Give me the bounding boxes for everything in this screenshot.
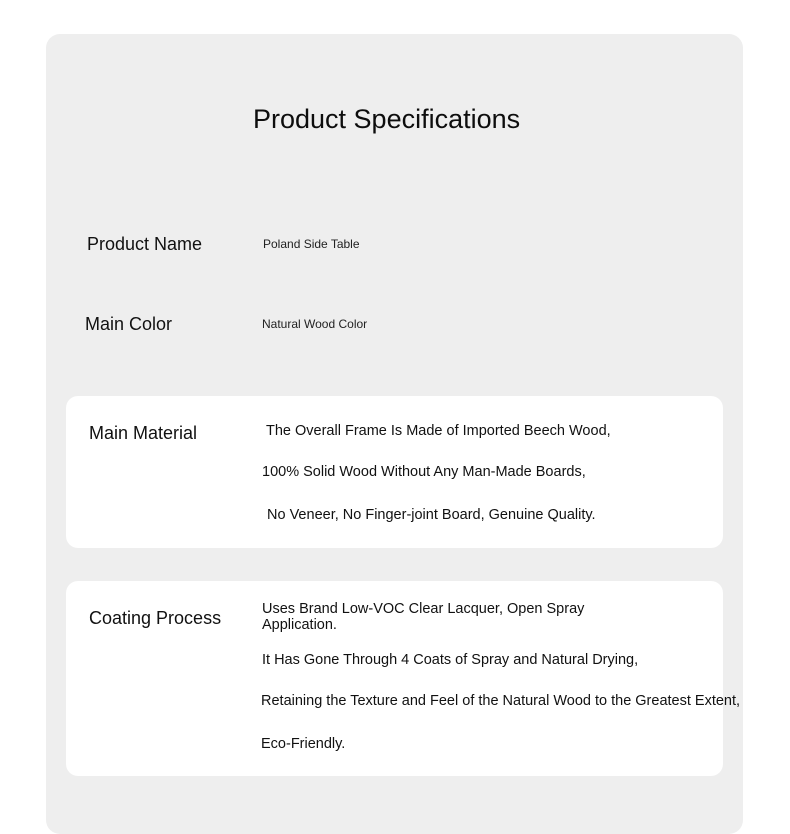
coating-process-line-4: Eco-Friendly.	[261, 736, 346, 752]
coating-process-line-2: It Has Gone Through 4 Coats of Spray and Natural Drying,	[262, 652, 639, 668]
main-material-line-3: No Veneer, No Finger-joint Board, Genuine Quality.	[267, 507, 596, 523]
page-title: Product Specifications	[253, 104, 521, 134]
coating-process-line-1: Uses Brand Low-VOC Clear Lacquer, Open Spray Application.	[262, 601, 585, 633]
main-material-label: Main Material	[89, 423, 198, 443]
coating-process-line-3: Retaining the Texture and Feel of the Natural Wood to the Greatest Extent,	[261, 693, 741, 709]
main-material-line-2: 100% Solid Wood Without Any Man-Made Boards,	[262, 464, 586, 480]
coating-process-label: Coating Process	[89, 608, 222, 628]
main-color-label: Main Color	[85, 314, 173, 334]
product-name-value: Poland Side Table	[263, 237, 360, 251]
main-material-line-1: The Overall Frame Is Made of Imported Beech Wood,	[266, 423, 611, 439]
product-name-label: Product Name	[87, 234, 203, 254]
main-color-value: Natural Wood Color	[262, 317, 368, 331]
